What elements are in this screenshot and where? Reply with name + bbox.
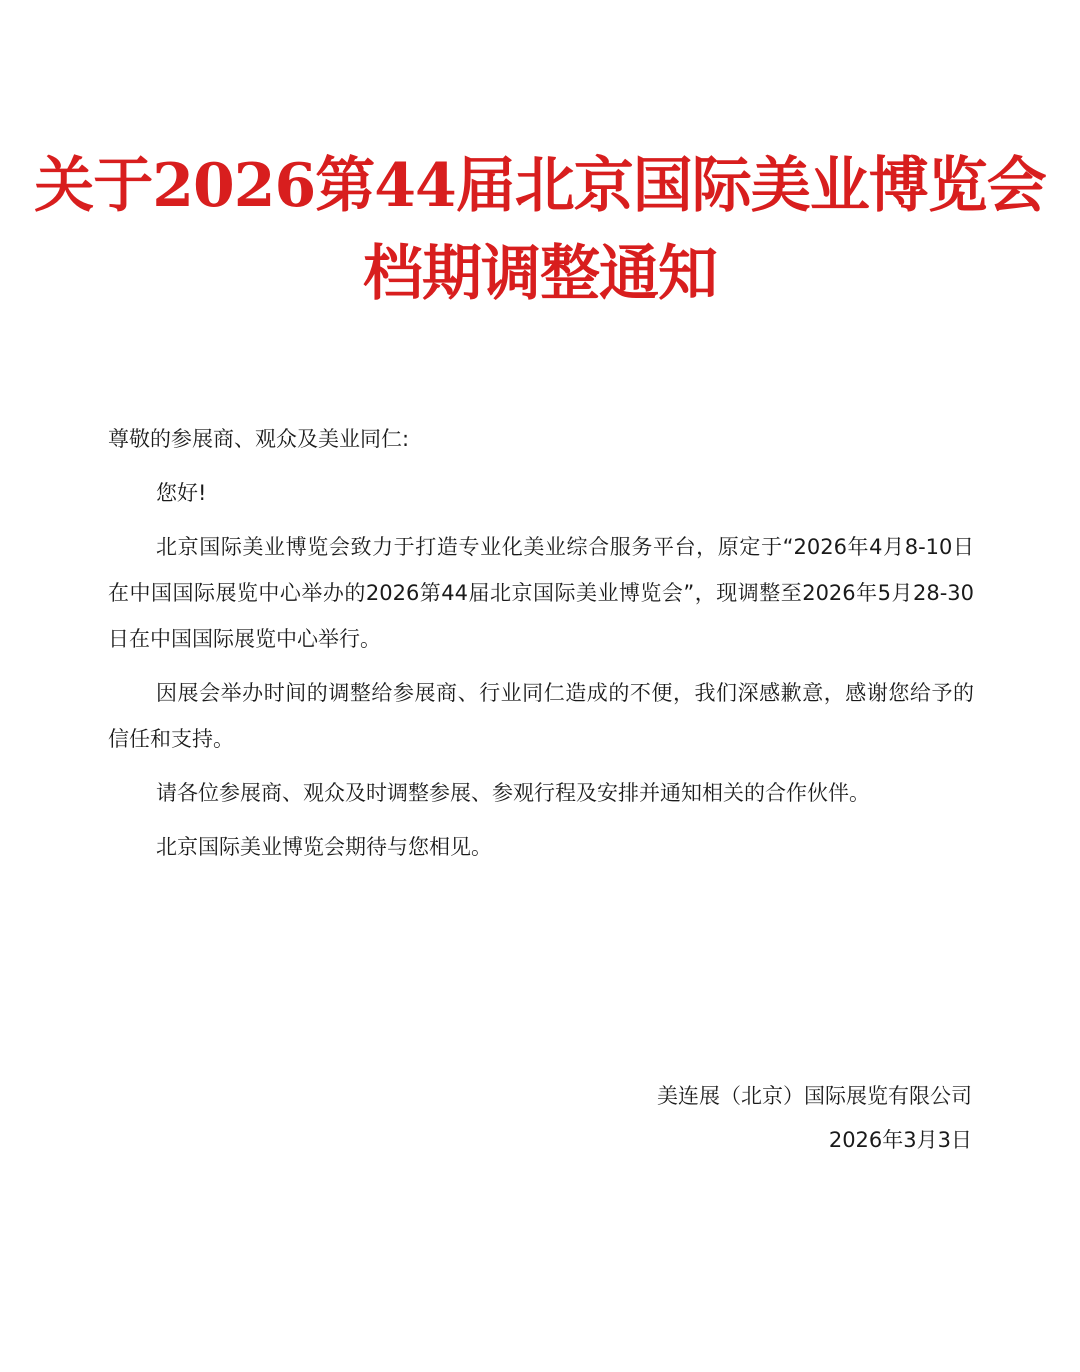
- notice-title-line-2: 档期调整通知: [363, 239, 717, 309]
- request-paragraph: 请各位参展商、观众及时调整参展、参观行程及安排并通知相关的合作伙伴。: [156, 781, 870, 805]
- apology-paragraph: 因展会举办时间的调整给参展商、行业同仁造成的不便，我们深感歉意，感谢您给予的信任和支持。: [108, 681, 974, 751]
- notice-body: [108, 470, 974, 878]
- signature-organization: 美连展（北京）国际展览有限公司: [657, 1084, 972, 1108]
- schedule-change-paragraph: 北京国际美业博览会致力于打造专业化美业综合服务平台，原定于“2026年4月8-10日在中国国际展览中心举办的2026第44届北京国际美业博览会”，现调整至2026年5月28-30日在中国国际展览中心举行。: [108, 535, 974, 651]
- signature-date: 2026年3月3日: [828, 1128, 972, 1152]
- closing-paragraph: 北京国际美业博览会期待与您相见。: [156, 835, 492, 859]
- salutation: 尊敬的参展商、观众及美业同仁:: [108, 427, 410, 451]
- notice-title-line-1: 关于2026第44届北京国际美业博览会: [34, 151, 1046, 221]
- greeting-paragraph: 您好!: [156, 481, 207, 505]
